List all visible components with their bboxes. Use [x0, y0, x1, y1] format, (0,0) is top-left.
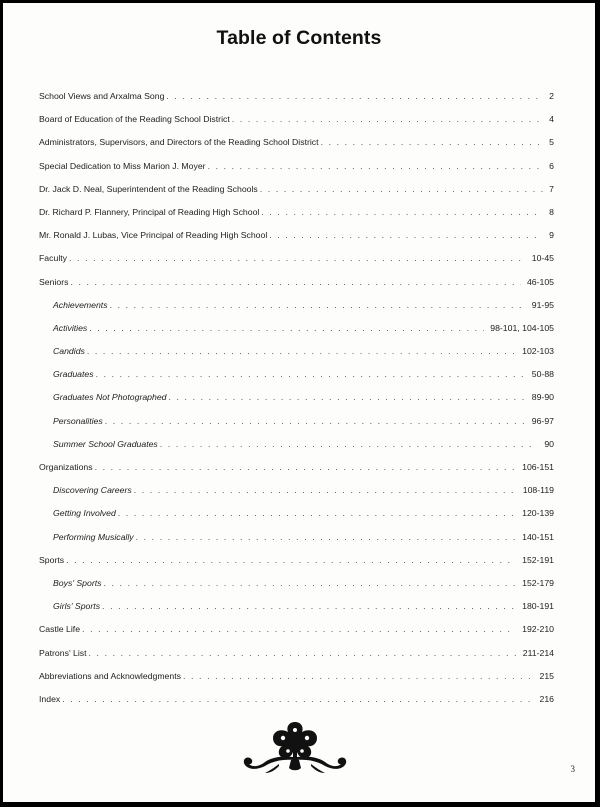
toc-entry-pages: 5: [549, 137, 554, 148]
toc-subentry: [39, 346, 554, 369]
toc-entry-pages: 8: [549, 206, 554, 217]
toc-subentry: [39, 485, 554, 508]
toc-entry: [39, 207, 554, 230]
toc-entry-label: Boys' Sports: [53, 577, 102, 588]
toc-entry-label: Summer School Graduates: [53, 438, 158, 449]
toc-entry: [39, 462, 554, 485]
toc-entry-pages: 89-90: [531, 392, 554, 403]
leader-dots: [96, 369, 526, 379]
toc-entry-pages: 2: [549, 91, 554, 101]
toc-entry-label: Achievements: [53, 299, 108, 310]
leader-dots: [208, 161, 544, 171]
page-number: 3: [570, 764, 575, 774]
toc-entry-pages: 102-103: [522, 346, 554, 357]
toc-entry-label: Castle Life: [39, 624, 81, 635]
toc-entry-label: Girls' Sports: [53, 601, 101, 612]
leader-dots: [102, 601, 516, 611]
toc-entry-label: Candids: [53, 346, 85, 357]
toc-entry-label: School Views and Arxalma Song: [39, 91, 165, 101]
toc-entry: [39, 184, 554, 207]
toc-entry: [39, 91, 554, 114]
leader-dots: [104, 578, 517, 588]
leader-dots: [261, 207, 543, 217]
toc-subentry: [39, 369, 554, 392]
toc-subentry: [39, 439, 554, 462]
toc-entry-pages: 96-97: [531, 415, 554, 426]
leader-dots: [82, 624, 516, 634]
toc-entry: [39, 253, 554, 276]
toc-entry-label: Performing Musically: [53, 531, 134, 542]
toc-entry-pages: 106-151: [522, 462, 554, 472]
toc-subentry: [39, 578, 554, 601]
toc-entry-pages: 9: [549, 230, 554, 241]
toc-entry-pages: 98-101, 104-105: [490, 322, 554, 333]
toc-entry-pages: 215: [539, 670, 554, 681]
toc-entry-pages: 152-191: [522, 554, 554, 565]
leader-dots: [110, 300, 526, 310]
toc-entry-label: Getting Involved: [53, 508, 116, 519]
page-title: Table of Contents: [216, 27, 382, 49]
leader-dots: [95, 462, 517, 472]
toc-entry: [39, 555, 554, 578]
leader-dots: [89, 323, 484, 333]
leader-dots: [134, 485, 517, 495]
toc-entry-pages: 216: [539, 693, 554, 704]
toc-subentry: [39, 532, 554, 555]
toc-entry-label: Dr. Richard P. Flannery, Principal of Reading High School: [39, 206, 260, 217]
toc-entry-label: Personalities: [53, 415, 103, 426]
toc-entry-pages: 211-214: [522, 647, 554, 658]
toc-entry-pages: 140-151: [522, 531, 554, 542]
leader-dots: [70, 277, 520, 287]
toc-subentry: [39, 392, 554, 415]
leader-dots: [62, 694, 533, 704]
toc-subentry: [39, 601, 554, 624]
leader-dots: [232, 114, 543, 124]
toc-entry-pages: 6: [549, 160, 554, 171]
toc-entry-label: Graduates: [53, 369, 94, 380]
toc-entry-label: Abbreviations and Acknowledgments: [39, 670, 181, 681]
toc-entry-label: Faculty: [39, 253, 68, 264]
leader-dots: [136, 532, 516, 542]
toc-entry: [39, 230, 554, 253]
toc-entry-label: Sports: [39, 554, 65, 565]
toc-entry-pages: 7: [549, 183, 554, 194]
toc-entry: [39, 114, 554, 137]
toc-entry-pages: 4: [549, 114, 554, 125]
toc-entry-label: Mr. Ronald J. Lubas, Vice Principal of Reading High School: [39, 230, 268, 241]
toc-entry: [39, 277, 554, 300]
leader-dots: [166, 91, 543, 101]
toc-entry: [39, 671, 554, 694]
toc-entry-label: Special Dedication to Miss Marion J. Moyer: [39, 160, 206, 171]
leader-dots: [160, 439, 539, 449]
toc-entry-pages: 120-139: [522, 508, 554, 519]
toc-entry-label: Organizations: [39, 462, 93, 472]
toc-entry-label: Patrons' List: [39, 647, 87, 658]
toc-subentry: [39, 300, 554, 323]
leader-dots: [269, 230, 543, 240]
leader-dots: [118, 508, 516, 518]
toc-entry-pages: 192-210: [522, 624, 554, 635]
leader-dots: [66, 555, 516, 565]
toc-subentry: [39, 416, 554, 439]
toc-entry-label: Graduates Not Photographed: [53, 392, 167, 403]
toc-entry: [39, 694, 554, 717]
leader-dots: [183, 671, 534, 681]
ornament-icon: [235, 718, 355, 776]
document-page: [3, 3, 595, 802]
toc-entry-label: Seniors: [39, 276, 69, 287]
toc-entry-label: Discovering Careers: [53, 485, 132, 496]
leader-dots: [87, 346, 516, 356]
toc-list: [39, 91, 554, 717]
toc-entry-label: Administrators, Supervisors, and Directors of the Reading School District: [39, 137, 319, 148]
toc-entry-label: Board of Education of the Reading School District: [39, 114, 230, 125]
leader-dots: [260, 184, 543, 194]
leader-dots: [105, 416, 526, 426]
toc-entry-pages: 10-45: [531, 253, 554, 264]
leader-dots: [169, 392, 526, 402]
toc-entry-pages: 46-105: [526, 276, 554, 287]
toc-entry-label: Dr. Jack D. Neal, Superintendent of the Reading Schools: [39, 183, 258, 194]
toc-entry: [39, 624, 554, 647]
toc-entry-pages: 152-179: [522, 577, 554, 588]
toc-entry-pages: 108-119: [522, 485, 554, 496]
leader-dots: [321, 137, 544, 147]
toc-entry-pages: 91-95: [531, 299, 554, 310]
toc-entry-label: Index: [39, 693, 61, 704]
toc-subentry: [39, 508, 554, 531]
toc-subentry: [39, 323, 554, 346]
toc-entry: [39, 648, 554, 671]
toc-entry-pages: 50-88: [531, 369, 554, 380]
toc-entry-label: Activities: [53, 322, 88, 333]
toc-entry: [39, 161, 554, 184]
toc-entry-pages: 180-191: [522, 601, 554, 612]
leader-dots: [89, 648, 517, 658]
toc-entry-pages: 90: [544, 438, 554, 449]
toc-entry: [39, 137, 554, 160]
leader-dots: [69, 253, 526, 263]
